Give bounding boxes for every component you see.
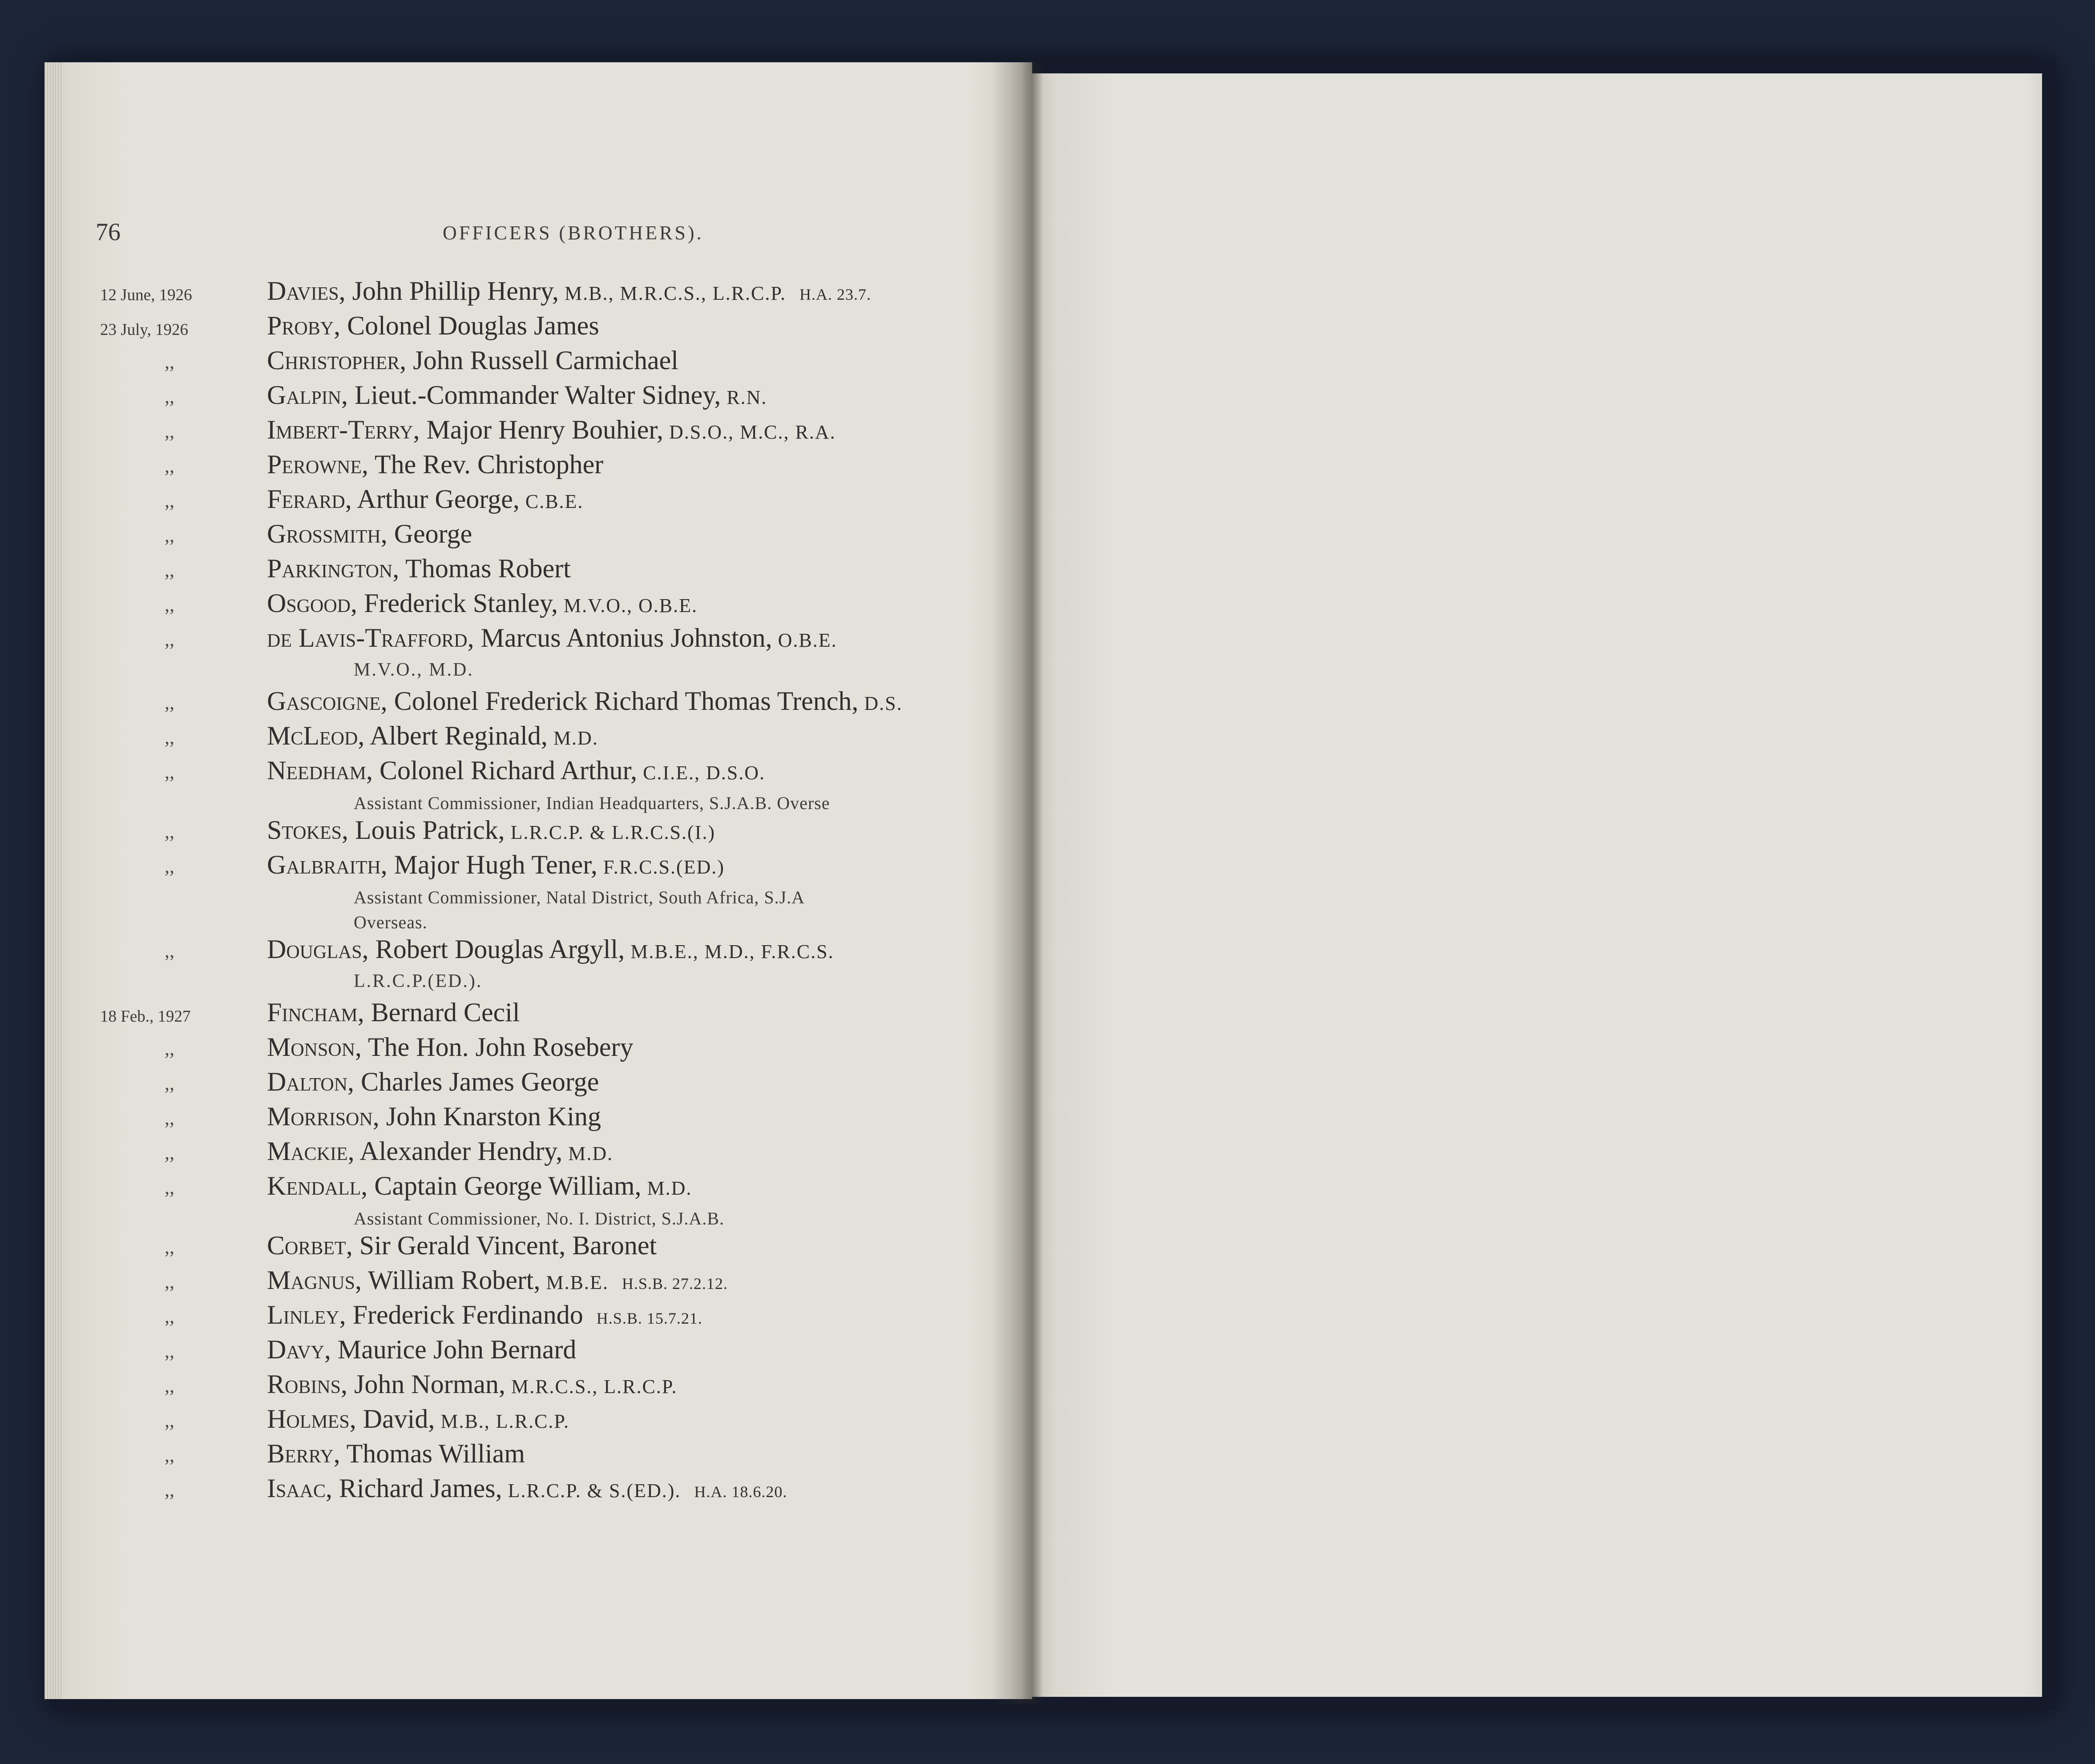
officer-surname: Kendall (267, 1171, 361, 1200)
officer-name (267, 276, 871, 306)
postnominals: M.B.E. (540, 1272, 609, 1293)
page-number: 76 (96, 218, 121, 246)
officer-forenames: , Bernard Cecil (357, 998, 520, 1027)
officer-entry (0, 997, 1032, 1032)
entry-date: 23 July, 1926 (100, 321, 189, 339)
ditto-mark: ,, (165, 726, 174, 748)
officer-surname: Linley (267, 1300, 339, 1329)
officer-name (267, 380, 767, 411)
appointment-note (0, 884, 1032, 909)
officer-name (267, 686, 903, 717)
postnominals: M.D. (562, 1143, 614, 1164)
officer-entry (0, 553, 1032, 588)
officer-surname: Needham (267, 756, 366, 785)
officer-entry (0, 345, 1032, 380)
continuation-text: M.V.O., M.D. (354, 660, 474, 680)
officer-surname: Perowne (267, 450, 362, 479)
officer-forenames: , George (380, 519, 472, 548)
officer-name (267, 1032, 634, 1063)
officer-forenames: , The Rev. Christopher (362, 450, 604, 479)
officer-entry (0, 1404, 1032, 1438)
officer-forenames: , Arthur George, (345, 484, 520, 514)
ditto-mark: ,, (165, 1305, 174, 1327)
officer-forenames: , John Knarston King (372, 1102, 601, 1131)
entry-continuation (0, 657, 1032, 686)
ditto-mark: ,, (165, 1142, 174, 1164)
ditto-mark: ,, (165, 1038, 174, 1059)
officer-surname: Christopher (267, 346, 400, 375)
officer-forenames: , John Russell Carmichael (400, 346, 678, 375)
right-page (1028, 73, 2042, 1697)
postnominals: M.D. (547, 727, 598, 749)
officer-surname: Fincham (267, 998, 358, 1027)
postnominals: M.B.E., M.D., F.R.C.S. (625, 941, 834, 963)
officer-surname: Holmes (267, 1404, 350, 1434)
postnominals: D.S.O., M.C., R.A. (663, 421, 836, 443)
ditto-mark: ,, (165, 1479, 174, 1501)
officer-name (267, 815, 715, 846)
officer-forenames: , Robert Douglas Argyll, (362, 934, 625, 964)
ditto-mark: ,, (165, 821, 174, 842)
appointment-note-continuation (0, 909, 1032, 934)
postnominals: C.I.E., D.S.O. (637, 762, 766, 784)
ditto-mark: ,, (165, 420, 174, 442)
officer-name (267, 1369, 677, 1400)
continuation-text: Overseas. (354, 912, 428, 932)
officer-forenames: , Thomas Robert (392, 554, 571, 583)
officer-surname: Monson (267, 1032, 355, 1062)
officer-entry (0, 1334, 1032, 1369)
officer-name (267, 755, 765, 786)
officer-forenames: , Marcus Antonius Johnston, (467, 623, 772, 652)
officer-forenames: , Colonel Douglas James (334, 311, 599, 340)
officer-surname: Parkington (267, 554, 393, 583)
officer-entry (0, 276, 1032, 310)
officer-forenames: , Frederick Stanley, (351, 588, 558, 618)
postnominals: L.R.C.P. & S.(ED.). (502, 1480, 681, 1502)
officer-name (267, 1404, 569, 1434)
officer-entry (0, 721, 1032, 755)
postnominals: M.B., L.R.C.P. (435, 1410, 569, 1432)
officer-forenames: , William Robert, (355, 1265, 541, 1295)
ditto-mark: ,, (165, 761, 174, 783)
officer-entry (0, 519, 1032, 553)
officer-forenames: , Louis Patrick, (341, 815, 505, 845)
officer-forenames: , Colonel Richard Arthur, (366, 756, 638, 785)
officer-forenames: , Albert Reginald, (358, 721, 548, 750)
officer-forenames: , The Hon. John Rosebery (355, 1032, 634, 1062)
ditto-mark: ,, (165, 559, 174, 581)
officer-name (267, 484, 583, 515)
ditto-mark: ,, (165, 940, 174, 962)
officer-name (267, 553, 571, 584)
officer-name (267, 519, 472, 549)
officer-entry (0, 1369, 1032, 1404)
officer-entry (0, 380, 1032, 415)
officer-forenames: , Colonel Frederick Richard Thomas Trench, (380, 686, 859, 716)
officer-entry (0, 1230, 1032, 1265)
officer-forenames: , John Phillip Henry, (339, 276, 559, 306)
ditto-mark: ,, (165, 1340, 174, 1362)
ditto-mark: ,, (165, 1072, 174, 1094)
postnominals: F.R.C.S.(ED.) (597, 856, 725, 878)
officer-entry (0, 484, 1032, 519)
officer-forenames: , David, (349, 1404, 435, 1434)
officer-name (267, 1300, 702, 1330)
officer-surname: Dalton (267, 1067, 348, 1096)
officer-entry (0, 1438, 1032, 1473)
officer-name (267, 850, 725, 880)
postnominals: M.V.O., O.B.E. (557, 595, 698, 616)
postnominals: M.D. (641, 1177, 692, 1199)
officer-entry (0, 449, 1032, 484)
officer-forenames: , Sir Gerald Vincent, Baronet (346, 1231, 657, 1260)
ditto-mark: ,, (165, 1410, 174, 1431)
officer-forenames: , Major Henry Bouhier, (413, 415, 663, 444)
appointment-text: Assistant Commissioner, Indian Headquarters, S.J.A.B. Overse (354, 793, 830, 813)
ditto-mark: ,, (165, 628, 174, 650)
ditto-mark: ,, (165, 351, 174, 373)
officer-name (267, 623, 837, 653)
officer-name (267, 1473, 787, 1504)
officer-name (267, 1230, 657, 1261)
officer-surname: Isaac (267, 1474, 326, 1503)
officer-list (0, 276, 1032, 1508)
entry-date: 18 Feb., 1927 (100, 1007, 191, 1026)
officer-surname: Grossmith (267, 519, 381, 548)
officer-entry (0, 850, 1032, 884)
postnominals: M.R.C.S., L.R.C.P. (505, 1376, 678, 1398)
ditto-mark: ,, (165, 490, 174, 511)
ditto-mark: ,, (165, 1444, 174, 1466)
officer-forenames: , Thomas William (333, 1439, 525, 1468)
officer-surname: McLeod (267, 721, 358, 750)
ditto-mark: ,, (165, 692, 174, 713)
officer-surname: Proby (267, 311, 334, 340)
officer-name (267, 997, 520, 1028)
officer-forenames: , Richard James, (326, 1474, 502, 1503)
officer-forenames: , Major Hugh Tener, (380, 850, 597, 879)
postnominals: C.B.E. (519, 491, 584, 512)
officer-entry (0, 415, 1032, 449)
ditto-mark: ,, (165, 1375, 174, 1397)
award-reference: H.A. 18.6.20. (694, 1483, 787, 1501)
running-head: OFFICERS (BROTHERS). (443, 222, 704, 244)
officer-entry (0, 934, 1032, 969)
officer-surname: Magnus (267, 1265, 355, 1295)
ditto-mark: ,, (165, 594, 174, 616)
officer-entry (0, 588, 1032, 623)
officer-name (267, 1171, 692, 1201)
officer-forenames: , Captain George William, (361, 1171, 642, 1200)
officer-forenames: , Charles James George (347, 1067, 599, 1096)
officer-entry (0, 1265, 1032, 1300)
postnominals: L.R.C.P. & L.R.C.S.(I.) (505, 822, 715, 843)
officer-forenames: , Frederick Ferdinando (339, 1300, 583, 1329)
postnominals: D.S. (858, 693, 903, 714)
officer-surname: Mackie (267, 1136, 348, 1166)
officer-surname: Berry (267, 1439, 334, 1468)
officer-surname: Gascoigne (267, 686, 381, 716)
officer-surname: Corbet (267, 1231, 346, 1260)
officer-surname: Davy (267, 1335, 324, 1364)
officer-entry (0, 1067, 1032, 1101)
continuation-text: L.R.C.P.(ED.). (354, 971, 483, 991)
officer-name (267, 415, 836, 445)
officer-name (267, 1067, 599, 1097)
officer-entry (0, 1300, 1032, 1334)
officer-surname: Davies (267, 276, 339, 306)
officer-entry (0, 1171, 1032, 1205)
ditto-mark: ,, (165, 1236, 174, 1258)
officer-forenames: , Alexander Hendry, (347, 1136, 563, 1166)
officer-surname: Imbert-Terry (267, 415, 413, 444)
award-reference: H.S.B. 15.7.21. (596, 1309, 702, 1327)
ditto-mark: ,, (165, 386, 174, 407)
page-header (96, 218, 985, 249)
officer-entry (0, 1032, 1032, 1067)
officer-forenames: , Lieut.-Commander Walter Sidney, (341, 380, 721, 410)
ditto-mark: ,, (165, 1107, 174, 1129)
officer-entry (0, 310, 1032, 345)
appointment-text: Assistant Commissioner, Natal District, South Africa, S.J.A (354, 887, 805, 907)
officer-forenames: , John Norman, (341, 1369, 506, 1399)
ditto-mark: ,, (165, 1271, 174, 1293)
officer-name (267, 1101, 601, 1132)
officer-name (267, 449, 603, 480)
officer-name (267, 310, 599, 341)
officer-surname: Morrison (267, 1102, 373, 1131)
entry-continuation (0, 969, 1032, 997)
officer-entry (0, 1136, 1032, 1171)
officer-entry (0, 686, 1032, 721)
award-reference: H.A. 23.7. (799, 286, 871, 303)
ditto-mark: ,, (165, 524, 174, 546)
ditto-mark: ,, (165, 855, 174, 877)
officer-entry (0, 755, 1032, 790)
officer-name (267, 1334, 576, 1365)
ditto-mark: ,, (165, 1176, 174, 1198)
officer-name (267, 588, 698, 619)
officer-name (267, 934, 834, 965)
officer-name (267, 1136, 613, 1167)
officer-surname: Ferard (267, 484, 345, 514)
officer-surname: Galpin (267, 380, 341, 410)
officer-surname: de Lavis-Trafford (267, 623, 468, 652)
postnominals: M.B., M.R.C.S., L.R.C.P. (559, 282, 786, 304)
appointment-note (0, 1205, 1032, 1230)
officer-entry (0, 1101, 1032, 1136)
officer-surname: Stokes (267, 815, 342, 845)
appointment-text: Assistant Commissioner, No. I. District, S.J.A.B. (354, 1208, 724, 1228)
ditto-mark: ,, (165, 455, 174, 477)
officer-entry (0, 623, 1032, 657)
officer-entry (0, 1473, 1032, 1508)
officer-surname: Robins (267, 1369, 341, 1399)
officer-name (267, 1438, 525, 1469)
officer-forenames: , Maurice John Bernard (324, 1335, 577, 1364)
officer-name (267, 721, 598, 751)
postnominals: R.N. (721, 387, 767, 408)
appointment-note (0, 790, 1032, 815)
officer-surname: Douglas (267, 934, 362, 964)
postnominals: O.B.E. (772, 629, 837, 651)
award-reference: H.S.B. 27.2.12. (622, 1275, 728, 1293)
officer-entry (0, 815, 1032, 850)
officer-name (267, 1265, 728, 1296)
entry-date: 12 June, 1926 (100, 286, 192, 304)
officer-surname: Osgood (267, 588, 351, 618)
officer-name (267, 345, 678, 376)
officer-surname: Galbraith (267, 850, 381, 879)
